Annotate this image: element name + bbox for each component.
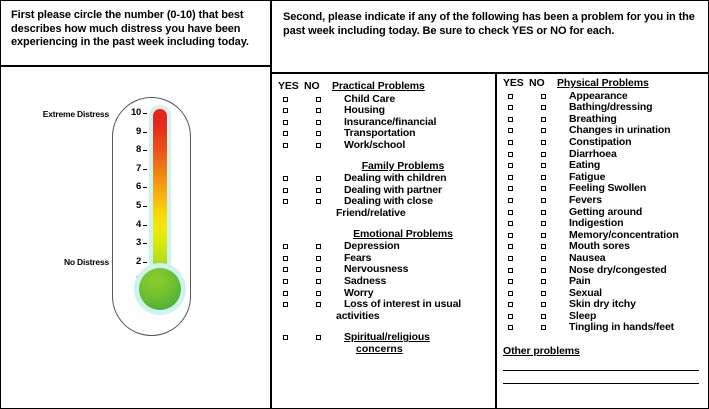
yes-checkbox[interactable]	[508, 279, 513, 284]
list-item-label: Depression	[344, 240, 400, 253]
list-item-label: Appearance	[569, 89, 628, 102]
yes-checkbox-cell[interactable]	[503, 299, 534, 307]
yes-checkbox-cell[interactable]	[278, 128, 309, 136]
yes-checkbox[interactable]	[508, 140, 513, 145]
no-checkbox[interactable]	[316, 131, 321, 136]
yes-checkbox-cell[interactable]	[503, 125, 534, 133]
yes-header: YES	[503, 77, 524, 89]
yes-checkbox-cell[interactable]	[503, 241, 534, 249]
list-item[interactable]	[503, 276, 703, 288]
no-checkbox-cell[interactable]	[534, 311, 569, 319]
yes-checkbox[interactable]	[283, 108, 288, 113]
thermometer-tick-mark	[143, 243, 147, 244]
no-checkbox-cell[interactable]	[534, 125, 569, 133]
thermometer-tick-2[interactable]	[119, 256, 147, 268]
yes-checkbox-cell[interactable]	[278, 117, 309, 125]
thermometer-tick-number: 3	[136, 237, 141, 249]
list-item[interactable]	[503, 322, 703, 334]
emotional-problems-list	[278, 241, 490, 311]
no-checkbox[interactable]	[316, 267, 321, 272]
no-checkbox-cell[interactable]	[309, 196, 344, 204]
list-item-label: Insurance/financial	[344, 115, 437, 128]
family-item-continuation: Friend/relative	[336, 206, 406, 219]
practical-problems-title: Practical Problems	[332, 80, 425, 92]
no-checkbox-cell[interactable]	[309, 264, 344, 272]
no-checkbox-cell[interactable]	[534, 230, 569, 238]
no-checkbox[interactable]	[316, 188, 321, 193]
yes-checkbox-cell[interactable]	[278, 264, 309, 272]
list-item-label: Skin dry itchy	[569, 298, 636, 311]
yes-checkbox[interactable]	[508, 163, 513, 168]
list-item-label: Loss of interest in usual	[344, 298, 462, 311]
list-item-label: Diarrhoea	[569, 147, 617, 160]
list-item-label: Dealing with close	[344, 195, 433, 208]
thermometer-tick-number: 6	[136, 181, 141, 193]
thermometer-tick-mark	[143, 132, 147, 133]
yes-checkbox[interactable]	[283, 256, 288, 261]
no-checkbox-cell[interactable]	[309, 173, 344, 181]
yes-checkbox-cell[interactable]	[503, 149, 534, 157]
list-item-label: Spiritual/religious	[344, 331, 430, 344]
thermometer-tick-6[interactable]	[119, 181, 147, 193]
column-header-practical	[278, 81, 490, 93]
list-item-label: Fatigue	[569, 170, 606, 183]
no-checkbox-cell[interactable]	[534, 288, 569, 296]
yes-checkbox-cell[interactable]	[503, 311, 534, 319]
vertical-divider-columns	[495, 74, 497, 408]
yes-checkbox[interactable]	[283, 120, 288, 125]
horizontal-divider-right	[272, 72, 708, 74]
list-item-label: Work/school	[344, 138, 406, 151]
writein-line[interactable]	[503, 383, 699, 384]
yes-checkbox[interactable]	[283, 244, 288, 249]
no-checkbox-cell[interactable]	[534, 207, 569, 215]
no-checkbox[interactable]	[541, 175, 546, 180]
thermometer-bottom-label: No Distress	[63, 257, 109, 267]
thermometer-tick-number: 5	[136, 200, 141, 211]
emotional-item-continuation: activities	[336, 309, 380, 322]
list-item[interactable]	[503, 195, 703, 207]
list-item-label: Breathing	[569, 112, 617, 125]
thermometer-tick-mark	[143, 113, 147, 114]
no-checkbox-cell[interactable]	[534, 253, 569, 261]
yes-checkbox-cell[interactable]	[278, 173, 309, 181]
list-item[interactable]	[278, 173, 490, 185]
yes-checkbox[interactable]	[508, 152, 513, 157]
instruction-text-right: Second, please indicate if any of the following has been a problem for you in the past week including today. Be sure to check YES or NO for each.	[283, 11, 695, 37]
no-checkbox[interactable]	[316, 279, 321, 284]
no-checkbox[interactable]	[316, 291, 321, 296]
yes-checkbox-cell[interactable]	[278, 253, 309, 261]
list-item[interactable]	[503, 218, 703, 230]
yes-checkbox-cell[interactable]	[503, 265, 534, 273]
no-checkbox-cell[interactable]	[309, 288, 344, 296]
yes-checkbox[interactable]	[508, 302, 513, 307]
distress-thermometer[interactable]	[1, 67, 270, 408]
no-checkbox-cell[interactable]	[309, 276, 344, 284]
yes-checkbox[interactable]	[283, 199, 288, 204]
list-item-label: Sadness	[344, 274, 387, 287]
no-checkbox[interactable]	[541, 163, 546, 168]
no-checkbox-cell[interactable]	[534, 195, 569, 203]
no-checkbox[interactable]	[316, 335, 321, 340]
yes-checkbox[interactable]	[283, 291, 288, 296]
yes-checkbox-cell[interactable]	[278, 332, 309, 340]
no-checkbox-cell[interactable]	[309, 128, 344, 136]
no-checkbox[interactable]	[316, 120, 321, 125]
yes-checkbox-cell[interactable]	[503, 207, 534, 215]
no-checkbox-cell[interactable]	[534, 160, 569, 168]
list-item-label: Getting around	[569, 205, 643, 218]
thermometer-tick-3[interactable]	[119, 237, 147, 249]
yes-checkbox-cell[interactable]	[278, 105, 309, 113]
no-header: NO	[304, 80, 320, 92]
no-checkbox-cell[interactable]	[534, 183, 569, 191]
yes-checkbox-cell[interactable]	[278, 185, 309, 193]
yes-checkbox[interactable]	[508, 186, 513, 191]
list-item[interactable]	[278, 140, 490, 152]
no-checkbox[interactable]	[541, 233, 546, 238]
no-checkbox[interactable]	[541, 325, 546, 330]
list-item[interactable]	[278, 299, 490, 311]
spiritual-item-continuation: concerns	[356, 342, 403, 355]
yes-checkbox[interactable]	[508, 325, 513, 330]
family-problems-title: Family Problems	[361, 159, 445, 172]
no-checkbox-cell[interactable]	[534, 241, 569, 249]
thermometer-tick-mark	[143, 169, 147, 170]
list-item-label: Constipation	[569, 135, 632, 148]
no-checkbox[interactable]	[541, 210, 546, 215]
thermometer-top-label: Extreme Distress	[42, 109, 109, 119]
list-item-label: Pain	[569, 275, 591, 288]
thermometer-tick-number: 10	[131, 107, 141, 118]
yes-checkbox[interactable]	[508, 117, 513, 122]
problem-column-practical	[278, 81, 490, 355]
list-item[interactable]	[503, 253, 703, 265]
no-checkbox-cell[interactable]	[534, 265, 569, 273]
list-item-label: Dealing with children	[344, 172, 447, 185]
no-checkbox-cell[interactable]	[309, 332, 344, 340]
no-checkbox-cell[interactable]	[534, 322, 569, 330]
list-item[interactable]	[503, 149, 703, 161]
no-checkbox[interactable]	[316, 302, 321, 307]
thermometer-tick-4[interactable]	[119, 219, 147, 231]
yes-checkbox-cell[interactable]	[503, 276, 534, 284]
yes-checkbox-cell[interactable]	[503, 137, 534, 145]
emotional-problems-title: Emotional Problems	[353, 227, 453, 240]
yes-checkbox[interactable]	[283, 143, 288, 148]
yes-checkbox[interactable]	[508, 175, 513, 180]
no-checkbox-cell[interactable]	[309, 117, 344, 125]
other-problems-writein-lines	[503, 370, 703, 384]
no-checkbox[interactable]	[541, 268, 546, 273]
yes-checkbox[interactable]	[508, 221, 513, 226]
no-checkbox[interactable]	[541, 302, 546, 307]
list-item[interactable]	[503, 160, 703, 172]
list-item-label: Dealing with partner	[344, 183, 442, 196]
yes-checkbox-cell[interactable]	[278, 299, 309, 307]
no-checkbox-cell[interactable]	[309, 241, 344, 249]
thermometer-tick-mark	[143, 206, 147, 207]
yes-checkbox-cell[interactable]	[503, 91, 534, 99]
no-checkbox[interactable]	[316, 256, 321, 261]
yes-checkbox-cell[interactable]	[503, 183, 534, 191]
yes-checkbox[interactable]	[508, 291, 513, 296]
thermometer-tick-9[interactable]	[119, 126, 147, 138]
list-item[interactable]	[503, 265, 703, 277]
no-checkbox[interactable]	[541, 221, 546, 226]
list-item-label: Nausea	[569, 251, 606, 264]
yes-checkbox-cell[interactable]	[503, 102, 534, 110]
list-item-label: Worry	[344, 286, 374, 299]
writein-line[interactable]	[503, 370, 699, 371]
no-checkbox[interactable]	[541, 314, 546, 319]
yes-checkbox-cell[interactable]	[278, 288, 309, 296]
list-item[interactable]	[278, 276, 490, 288]
no-checkbox[interactable]	[541, 291, 546, 296]
list-item-label: Sleep	[569, 309, 597, 322]
thermometer-tick-5[interactable]	[119, 200, 147, 212]
list-item-label: Sexual	[569, 286, 602, 299]
physical-problems-list	[503, 91, 703, 334]
no-checkbox[interactable]	[541, 117, 546, 122]
yes-checkbox[interactable]	[508, 105, 513, 110]
yes-checkbox-cell[interactable]	[503, 160, 534, 168]
thermometer-tick-mark	[143, 225, 147, 226]
list-item-label: Nose dry/congested	[569, 263, 667, 276]
thermometer-tick-number: 8	[136, 144, 141, 156]
yes-checkbox[interactable]	[283, 279, 288, 284]
no-checkbox-cell[interactable]	[534, 299, 569, 307]
yes-checkbox[interactable]	[508, 314, 513, 319]
vertical-divider-main	[270, 1, 272, 408]
list-item-label: Fears	[344, 251, 372, 264]
no-checkbox[interactable]	[541, 244, 546, 249]
no-checkbox[interactable]	[316, 176, 321, 181]
list-item-label: Fevers	[569, 193, 602, 206]
yes-checkbox-cell[interactable]	[503, 114, 534, 122]
thermometer-tick-number: 4	[136, 218, 141, 230]
yes-checkbox-cell[interactable]	[503, 218, 534, 226]
instruction-text-left: First please circle the number (0-10) that best describes how much distress you have been experiencing in the past week including today.	[11, 9, 249, 48]
list-item-label: Indigestion	[569, 217, 624, 230]
yes-checkbox[interactable]	[283, 131, 288, 136]
no-checkbox[interactable]	[316, 108, 321, 113]
thermometer-tick-10[interactable]	[119, 107, 147, 119]
no-checkbox-cell[interactable]	[309, 253, 344, 261]
no-checkbox[interactable]	[541, 279, 546, 284]
list-item[interactable]	[503, 183, 703, 195]
thermometer-bulb-fill	[139, 268, 181, 310]
list-item-label: Housing	[344, 104, 385, 117]
yes-checkbox-cell[interactable]	[503, 195, 534, 203]
list-item[interactable]	[503, 299, 703, 311]
yes-checkbox[interactable]	[508, 94, 513, 99]
practical-problems-list	[278, 94, 490, 152]
list-item[interactable]	[278, 241, 490, 253]
thermometer-tick-mark	[143, 150, 147, 151]
no-checkbox-cell[interactable]	[534, 114, 569, 122]
no-checkbox[interactable]	[541, 186, 546, 191]
no-checkbox[interactable]	[541, 256, 546, 261]
no-checkbox[interactable]	[316, 97, 321, 102]
thermometer-tick-8[interactable]	[119, 144, 147, 156]
yes-checkbox[interactable]	[508, 128, 513, 133]
no-checkbox-cell[interactable]	[309, 185, 344, 193]
no-checkbox-cell[interactable]	[309, 94, 344, 102]
list-item-label: Tingling in hands/feet	[569, 321, 675, 334]
problem-column-physical	[503, 78, 703, 384]
list-item-label: Memory/concentration	[569, 228, 679, 241]
yes-checkbox[interactable]	[283, 176, 288, 181]
no-checkbox[interactable]	[541, 152, 546, 157]
list-item-label: Eating	[569, 159, 601, 172]
yes-checkbox-cell[interactable]	[278, 140, 309, 148]
list-item-label: Mouth sores	[569, 240, 630, 253]
no-checkbox-cell[interactable]	[534, 172, 569, 180]
no-checkbox-cell[interactable]	[534, 91, 569, 99]
yes-checkbox-cell[interactable]	[503, 288, 534, 296]
yes-checkbox-cell[interactable]	[278, 94, 309, 102]
list-item-label: Changes in urination	[569, 124, 671, 137]
yes-checkbox[interactable]	[283, 302, 288, 307]
list-item-label: Child Care	[344, 92, 396, 105]
yes-checkbox[interactable]	[508, 244, 513, 249]
list-item-label: Nervousness	[344, 263, 409, 276]
thermometer-tick-number: 2	[136, 255, 141, 267]
yes-checkbox-cell[interactable]	[278, 196, 309, 204]
list-item[interactable]	[503, 137, 703, 149]
no-checkbox-cell[interactable]	[534, 137, 569, 145]
family-problems-list	[278, 173, 490, 208]
yes-checkbox-cell[interactable]	[278, 276, 309, 284]
physical-problems-title: Physical Problems	[557, 77, 649, 89]
no-checkbox-cell[interactable]	[534, 149, 569, 157]
thermometer-tick-mark	[143, 262, 147, 263]
yes-checkbox[interactable]	[508, 210, 513, 215]
thermometer-tick-number: 9	[136, 125, 141, 137]
no-checkbox[interactable]	[541, 140, 546, 145]
yes-checkbox-cell[interactable]	[503, 172, 534, 180]
no-checkbox-cell[interactable]	[534, 102, 569, 110]
list-item-label: Transportation	[344, 127, 416, 140]
yes-checkbox[interactable]	[508, 268, 513, 273]
yes-checkbox[interactable]	[508, 256, 513, 261]
no-checkbox[interactable]	[541, 128, 546, 133]
yes-header: YES	[278, 80, 299, 92]
yes-checkbox-cell[interactable]	[503, 253, 534, 261]
yes-checkbox[interactable]	[508, 233, 513, 238]
yes-checkbox[interactable]	[283, 335, 288, 340]
no-checkbox[interactable]	[541, 198, 546, 203]
no-checkbox-cell[interactable]	[309, 299, 344, 307]
no-checkbox-cell[interactable]	[534, 276, 569, 284]
thermometer-tick-mark	[143, 187, 147, 188]
other-problems-title: Other problems	[503, 345, 580, 358]
list-item-label: Bathing/dressing	[569, 101, 653, 114]
list-item-label: Feeling Swollen	[569, 182, 647, 195]
no-checkbox-cell[interactable]	[534, 218, 569, 226]
no-checkbox[interactable]	[316, 244, 321, 249]
no-header: NO	[529, 77, 545, 89]
no-checkbox[interactable]	[316, 143, 321, 148]
yes-checkbox[interactable]	[283, 267, 288, 272]
yes-checkbox[interactable]	[283, 97, 288, 102]
thermometer-tick-number: 7	[136, 162, 141, 174]
no-checkbox[interactable]	[541, 105, 546, 110]
thermometer-tick-7[interactable]	[119, 163, 147, 175]
yes-checkbox[interactable]	[508, 198, 513, 203]
thermometer-scale[interactable]	[119, 107, 147, 293]
column-header-physical	[503, 78, 703, 90]
no-checkbox-cell[interactable]	[309, 140, 344, 148]
no-checkbox-cell[interactable]	[309, 105, 344, 113]
yes-checkbox-cell[interactable]	[503, 322, 534, 330]
no-checkbox[interactable]	[316, 199, 321, 204]
yes-checkbox-cell[interactable]	[503, 230, 534, 238]
yes-checkbox-cell[interactable]	[278, 241, 309, 249]
no-checkbox[interactable]	[541, 94, 546, 99]
yes-checkbox[interactable]	[283, 188, 288, 193]
